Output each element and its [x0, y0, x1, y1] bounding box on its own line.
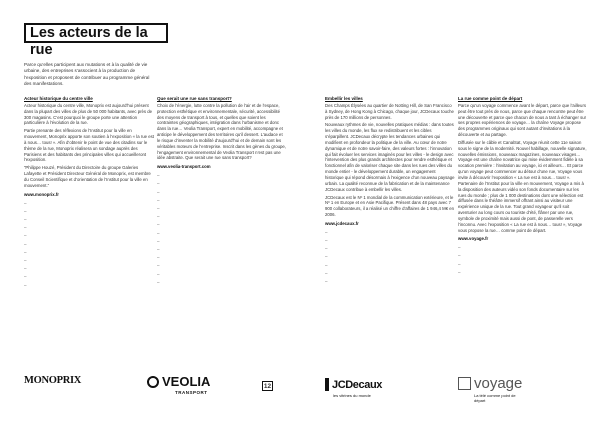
intro-paragraph: Parce qu’elles participent aux mutations et à la qualité de vie urbaine, des entreprises s’associent à la production de l’exposition et proposent de contribuer au programme général des manifestations. [24, 62, 150, 86]
column-heading: La rue comme point de départ [458, 96, 523, 101]
decorative-dashes: – – – – – – – [325, 229, 328, 284]
decorative-dashes: – – – – – – – – – – – [24, 200, 27, 288]
veolia-mark-icon [147, 376, 159, 388]
page-number: 12 [263, 383, 272, 390]
voyage-mark-icon [458, 377, 471, 390]
website-link[interactable]: www.veolia-transport.com [157, 164, 211, 170]
column-heading: Acteur historique du centre ville [24, 96, 93, 101]
jcdecaux-mark-icon [325, 378, 329, 391]
voyage-logo [458, 375, 523, 403]
veolia-logo-name: VEOLIA [162, 374, 211, 389]
column-heading: Que serait une rue sans transport? [157, 96, 232, 101]
decorative-dashes: – – – – [458, 245, 461, 275]
column-paragraph: Nouveaux rythmes de vie, nouvelles pratiques médias : dans toutes les villes du monde, les flux se redistribuent et les cibles s’éparpillent. JCDecaux décrypte les tendances urbaines qui modifient en profondeur la politique de la ville. Au cœur de notre dynamique et de notre savoir-faire, des valeurs fortes : l’innovation qui fait évoluer les services imaginés pour les villes - le design avec l’intervention des plus grands architectes pour rendre esthétique et fonctionnel afin de valoriser chaque site dans les rues des villes du monde entier - le développement durable, un engagement historique qui répond désormais à l’exigence d’un nouveau paysage urbain. La qualité reconnue de la fabrication et de la maintenance JCDecaux contribue à embellir les villes. [325, 122, 455, 192]
veolia-logo-subtitle: TRANSPORT [175, 390, 208, 395]
column-jcdecaux [325, 96, 455, 286]
column-paragraph: Des Champs Élysées au quartier de Notting Hill, de San Francisco à Sydney, de Hong Kong à Chicago, chaque jour, JCDecaux touche près de 170 millions de personnes. [325, 102, 454, 120]
column-heading: Embellir les villes [325, 96, 363, 101]
voyage-logo-name: voyage [474, 375, 523, 392]
column-paragraph: JCDecaux est le Nº 1 mondial de la communication extérieure, et le Nº 1 en Europe et en Asie Pacifique. Présent dans 48 pays avec 7 900 collaborateurs, il a réalisé un chiffre d’affaires de 1 946,4 M€ en 2006. [325, 194, 455, 218]
jcdecaux-logo [325, 378, 382, 398]
page-title: Les acteurs de la rue [30, 25, 148, 58]
column-paragraph: Parce qu’un voyage commence avant le départ, parce que l’ailleurs peut être tout près de nous, parce que chaque rencontre peut être une découverte et parce que chacun de nous a tant à échanger sur ses propres expériences de voyage… la chaîne Voyage propose des programmes originaux qui sont autant d’invitations à la découverte et au partage. [458, 102, 587, 138]
column-paragraph: Diffusée sur le câble et CanalSat, Voyage réunit cette 11e saison sous le signe de la modernité. Nouvel habillage, nouvelle signature, nouvelles émissions, nouveaux magazines, nouveaux visages… Voyage est une chaîne novatrice qui mise évidemment fidèle à sa vocation première : l’invitation au voyage, ici et ailleurs… Et parce qu’un voyage peut commencer au détour d’une rue, Voyage vous invite à découvrir l’exposition « La rue est à nous… tous! ». Partenaire de l’Institut pour la ville en mouvement, Voyage a mis à la disposition des auteurs vidéo son fonds documentaire sur les rues du monde ; plus de 1 000 destinations dont une sélection est diffusée dans le théâtre immersif offrant ainsi au visiteur une expérience unique de la rue. Tout grand voyageur qu’il soit aventurier au long cours ou touriste d’été, flâner par une rue, symbole de proximité mais aussi de pont, de passerelle vers l’inconnu. Avec l’exposition « La rue est à nous… tous! », Voyage vous propose la rue… comme point de départ. [458, 139, 587, 233]
decorative-dashes: – – – – – – – – – – – – – – [157, 173, 160, 285]
column-paragraph: Partie prenante des réflexions de l’Institut pour la ville en mouvement, Monoprix apporte son soutien à l’exposition « la rue est à nous… tous! ». Afin d’obtenir le point de vue des citadins sur le thème de la rue, Monoprix réalisera un sondage auprès des Parisiens et des habitants des principales villes qui accueilleront l’exposition. [24, 128, 154, 163]
column-veolia [157, 96, 287, 287]
website-link[interactable]: www.voyage.fr [458, 236, 489, 242]
monoprix-logo: MONOPRIX [24, 375, 82, 386]
website-link[interactable]: www.jcdecaux.fr [325, 220, 359, 226]
column-monoprix [24, 96, 154, 290]
column-voyage [458, 96, 588, 277]
section-title-box [24, 23, 168, 58]
veolia-logo [147, 374, 211, 395]
voyage-logo-subtitle: La télé comme point de départ [474, 393, 516, 403]
column-paragraph: Acteur historique du centre ville, Monoprix est aujourd’hui présent dans la plupart des villes de plus de 50 000 habitants, avec près de 300 magasins. C’est pourquoi le groupe porte une attention particulière à l’évolution de la rue. [24, 102, 153, 126]
column-paragraph: “Philippe Houzé, Président du Directoire du groupe Galeries Lafayette et Président Directeur Général de Monoprix, est membre du Conseil Scientifique et d’orientation de l’Institut pour la ville en mouvement.” [24, 165, 151, 188]
column-paragraph: Choix de l’énergie, lutte contre la pollution de l’air et de l’espace, protection esthétique et environnementale, sécurité, accessibilité des moyens de transport à tous, et quelles que soient les contraintes géographiques, intégration dans l’urbanisme et donc dans la rue… Veolia Transport, expert en mobilité, accompagne et anticipe le développement des territoires qu’il dessert. L’audace et le risque d’inventer la mobilité d’aujourd’hui et de demain sont les véritables moteurs de l’entreprise. Inscrit dans les gènes du groupe, l’engagement environnemental de Veolia Transport n’est pas une idée abstraite. Que serait une rue sans transport? [157, 102, 286, 161]
website-link[interactable]: www.monoprix.fr [24, 191, 59, 197]
jcdecaux-logo-name: JCDecaux [332, 378, 382, 391]
jcdecaux-logo-subtitle: les vitrines du monde [333, 393, 371, 398]
